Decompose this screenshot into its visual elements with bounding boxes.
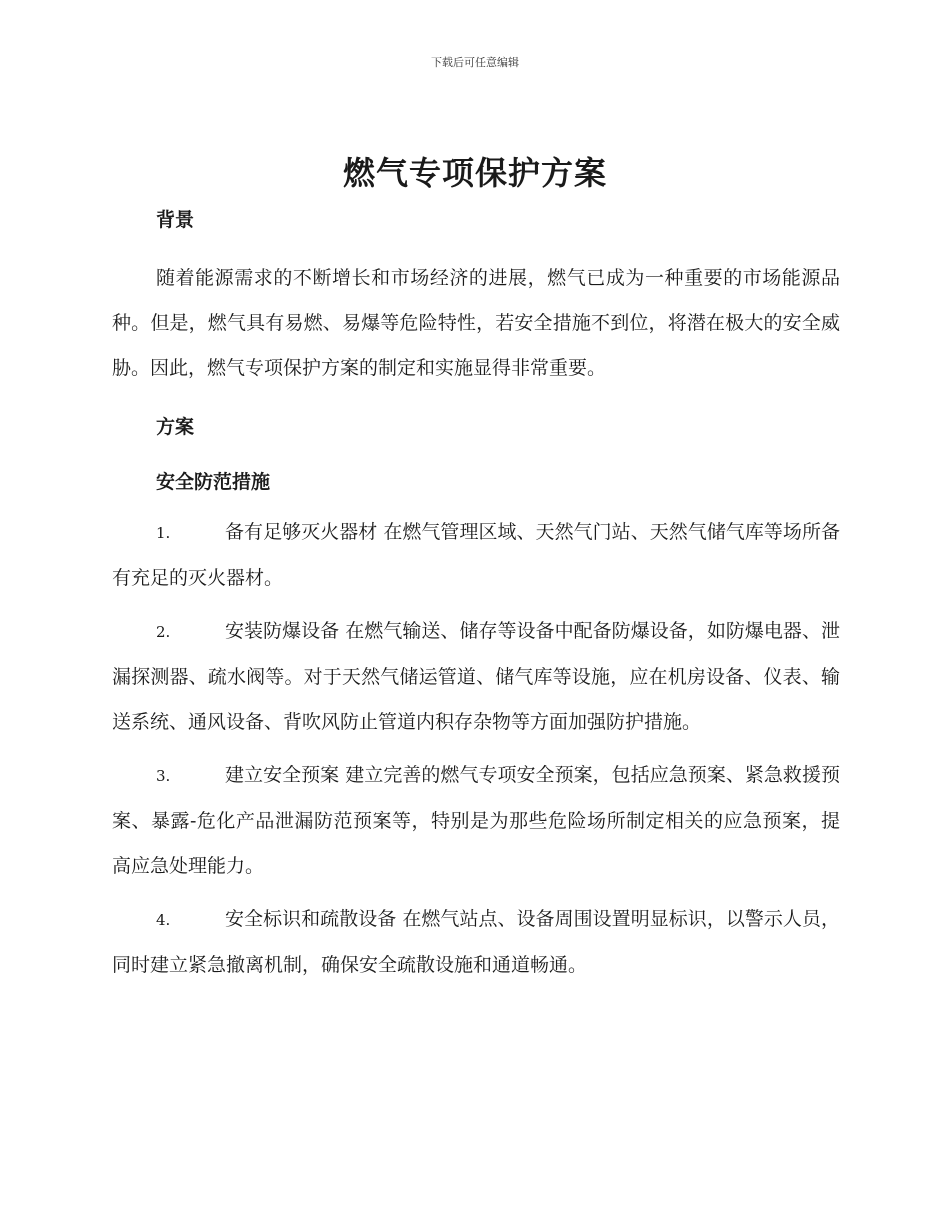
list-item-number: 2. [156, 623, 171, 641]
list-item-text: 安全标识和疏散设备 在燃气站点、设备周围设置明显标识，以警示人员，同时建立紧急撤离机制，确保安全疏散设施和通道畅通。 [112, 908, 840, 976]
list-item-text: 安装防爆设备 在燃气输送、储存等设备中配备防爆设备，如防爆电器、泄漏探测器、疏水阀等。对于天然气储运管道、储气库等设施，应在机房设备、仪表、输送系统、通风设备、背吹风防止管道内积存杂物等方面加强防护措施。 [112, 620, 840, 733]
list-item [112, 753, 840, 889]
list-item-number: 1. [156, 524, 171, 542]
list-item-number: 4. [156, 911, 171, 929]
subheading-safety-measures: 安全防范措施 [156, 471, 271, 493]
list-item-text: 建立安全预案 建立完善的燃气专项安全预案，包括应急预案、紧急救援预案、暴露-危化产品泄漏防范预案等，特别是为那些危险场所制定相关的应急预案，提高应急处理能力。 [112, 764, 840, 877]
header-note: 下载后可任意编辑 [431, 56, 519, 69]
heading-background: 背景 [156, 209, 195, 231]
list-item-number: 3. [156, 767, 171, 785]
paragraph-background: 随着能源需求的不断增长和市场经济的进展，燃气已成为一种重要的市场能源品种。但是，燃气具有易燃、易爆等危险特性，若安全措施不到位，将潜在极大的安全威胁。因此，燃气专项保护方案的制定和实施显得非常重要。 [112, 267, 840, 379]
list-item [112, 897, 840, 988]
heading-plan: 方案 [156, 416, 195, 438]
page-title: 燃气专项保护方案 [342, 154, 607, 192]
list-item [112, 609, 840, 745]
document-body [112, 202, 840, 988]
list-item-text: 备有足够灭火器材 在燃气管理区域、天然气门站、天然气储气库等场所备有充足的灭火器材。 [112, 521, 840, 589]
list-item [112, 510, 840, 601]
